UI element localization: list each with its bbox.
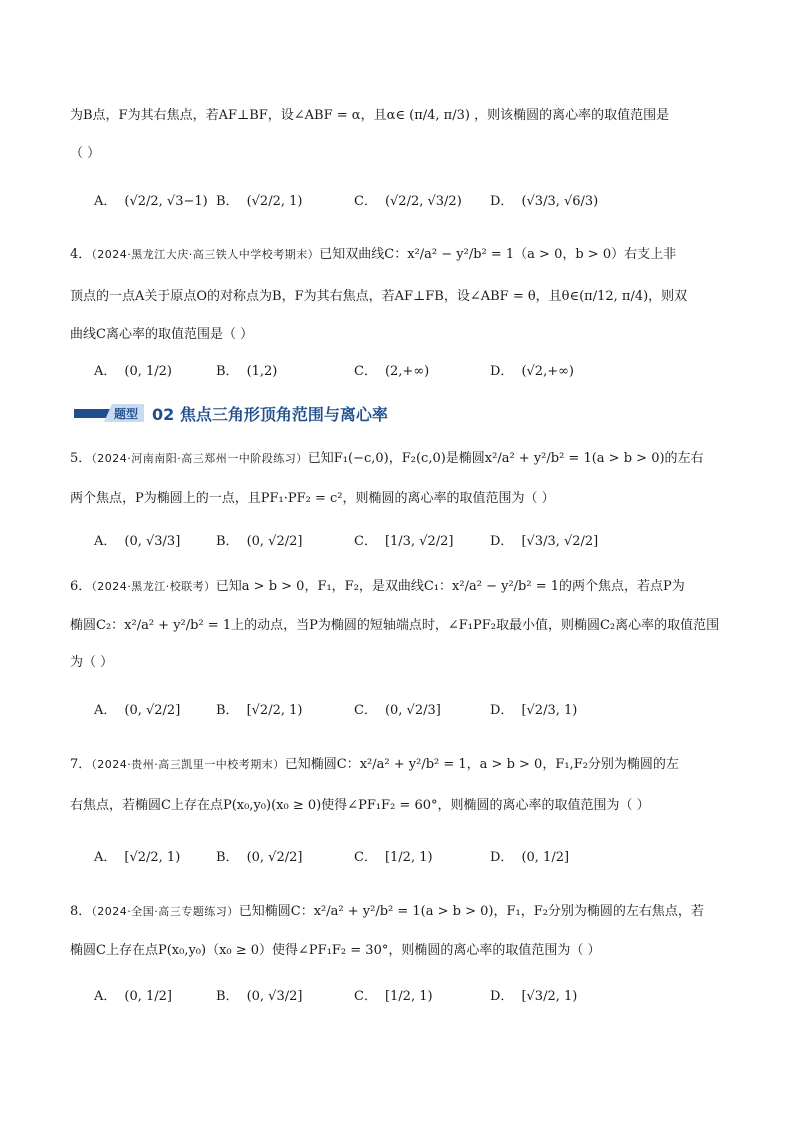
q5-text-1: 已知F₁(−c,0)，F₂(c,0)是椭圆x²/a² + y²/b² = 1(a > b > 0)的左右 [307, 451, 704, 466]
q8-option-a[interactable]: A． (0, 1/2] [94, 989, 172, 1004]
q3-option-b[interactable]: B． (√2/2, 1) [216, 194, 303, 209]
q5-line-1 [70, 449, 704, 469]
q5-line-2: 两个焦点，P为椭圆上的一点，且PF₁·PF₂ = c²，则椭圆的离心率的取值范围为（ ） [70, 491, 555, 506]
q5-option-d[interactable]: D． [√3/3, √2/2] [490, 534, 599, 549]
q7-option-c[interactable]: C． [1/2, 1) [354, 850, 433, 865]
q3-option-d[interactable]: D． (√3/3, √6/3) [490, 194, 599, 209]
q7-option-a[interactable]: A． [√2/2, 1) [94, 850, 181, 865]
q8-option-d[interactable]: D． [√3/2, 1) [490, 989, 578, 1004]
q5-option-a[interactable]: A． (0, √3/3] [94, 534, 181, 549]
q8-number: 8． [70, 904, 92, 919]
q4-options [94, 362, 754, 382]
q5-source: （2024·河南南阳·高三郑州一中阶段练习） [91, 452, 308, 465]
q4-option-a[interactable]: A． (0, 1/2) [94, 364, 172, 379]
q6-line-2: 椭圆C₂：x²/a² + y²/b² = 1上的动点，当P为椭圆的短轴端点时，∠F₁PF₂取最小值，则椭圆C₂离心率的取值范围 [70, 618, 720, 633]
q4-option-c[interactable]: C． (2,+∞) [354, 364, 430, 379]
q8-text-1: 已知椭圆C：x²/a² + y²/b² = 1(a > b > 0)，F₁，F₂分别为椭圆的左右焦点，若 [238, 904, 704, 919]
q6-line-3: 为（ ） [70, 655, 114, 670]
q3-interval: (π/4, π/3) [409, 108, 470, 123]
q5-options [94, 532, 754, 552]
q5-option-c[interactable]: C． [1/3, √2/2] [354, 534, 454, 549]
section-tag: 题型 [114, 407, 139, 421]
q3-options [94, 192, 754, 212]
q4-number: 4． [70, 247, 92, 262]
q6-source: （2024·黑龙江·校联考） [91, 580, 216, 593]
section-title: 02 焦点三角形顶角范围与离心率 [152, 404, 388, 424]
q8-option-b[interactable]: B． (0, √3/2] [216, 989, 303, 1004]
q8-line-2: 椭圆C上存在点P(x₀,y₀)（x₀ ≥ 0）使得∠PF₁F₂ = 30°，则椭圆的离心率的取值范围为（ ） [70, 943, 601, 958]
q3-line-1 [70, 106, 669, 126]
q4-line-2: 顶点的一点A关于原点O的对称点为B，F为其右焦点，若AF⊥FB，设∠ABF = θ，且θ∈(π/12, π/4)，则双 [70, 289, 688, 304]
q4-source: （2024·黑龙江大庆·高三铁人中学校考期末） [91, 248, 320, 261]
q7-options [94, 848, 754, 868]
q6-option-d[interactable]: D． [√2/3, 1) [490, 703, 578, 718]
q6-options [94, 701, 754, 721]
section-header [74, 402, 388, 424]
q7-line-2: 右焦点，若椭圆C上存在点P(x₀,y₀)(x₀ ≥ 0)使得∠PF₁F₂ = 60°，则椭圆的离心率的取值范围为（ ） [70, 798, 650, 813]
q8-options [94, 987, 754, 1007]
q4-text-1: 已知双曲线C：x²/a² − y²/b² = 1（a > 0，b > 0）右支上非 [319, 247, 677, 262]
q5-option-b[interactable]: B． (0, √2/2] [216, 534, 303, 549]
q4-option-d[interactable]: D． (√2,+∞) [490, 364, 574, 379]
q6-option-a[interactable]: A． (0, √2/2] [94, 703, 181, 718]
q7-option-d[interactable]: D． (0, 1/2] [490, 850, 570, 865]
q4-line-1 [70, 245, 676, 265]
q6-option-c[interactable]: C． (0, √2/3] [354, 703, 441, 718]
q7-number: 7． [70, 757, 92, 772]
section-banner-icon [74, 403, 146, 423]
q3-option-c[interactable]: C． (√2/2, √3/2) [354, 194, 462, 209]
q4-line-3: 曲线C离心率的取值范围是（ ） [70, 327, 254, 342]
q3-line-2: （ ） [70, 146, 101, 161]
q7-line-1 [70, 755, 679, 775]
q6-number: 6． [70, 579, 92, 594]
q8-source: （2024·全国·高三专题练习） [91, 905, 239, 918]
q6-option-b[interactable]: B． [√2/2, 1) [216, 703, 303, 718]
q3-option-a[interactable]: A． (√2/2, √3−1) [94, 194, 208, 209]
q8-line-1 [70, 902, 704, 922]
q8-option-c[interactable]: C． [1/2, 1) [354, 989, 433, 1004]
q3-text-a: 为B点，F为其右焦点，若AF⊥BF，设∠ABF = α，且α∈ [70, 108, 405, 123]
q6-line-1 [70, 577, 685, 597]
q7-text-1: 已知椭圆C：x²/a² + y²/b² = 1，a > b > 0，F₁,F₂分别为椭圆的左 [284, 757, 679, 772]
q6-text-1: 已知a > b > 0，F₁，F₂，是双曲线C₁：x²/a² − y²/b² = 1的两个焦点，若点P为 [215, 579, 685, 594]
q7-source: （2024·贵州·高三凯里一中校考期末） [91, 758, 285, 771]
q3-text-b: ，则该椭圆的离心率的取值范围是 [474, 108, 670, 123]
q7-option-b[interactable]: B． (0, √2/2] [216, 850, 303, 865]
q4-option-b[interactable]: B． (1,2) [216, 364, 278, 379]
q5-number: 5． [70, 451, 92, 466]
